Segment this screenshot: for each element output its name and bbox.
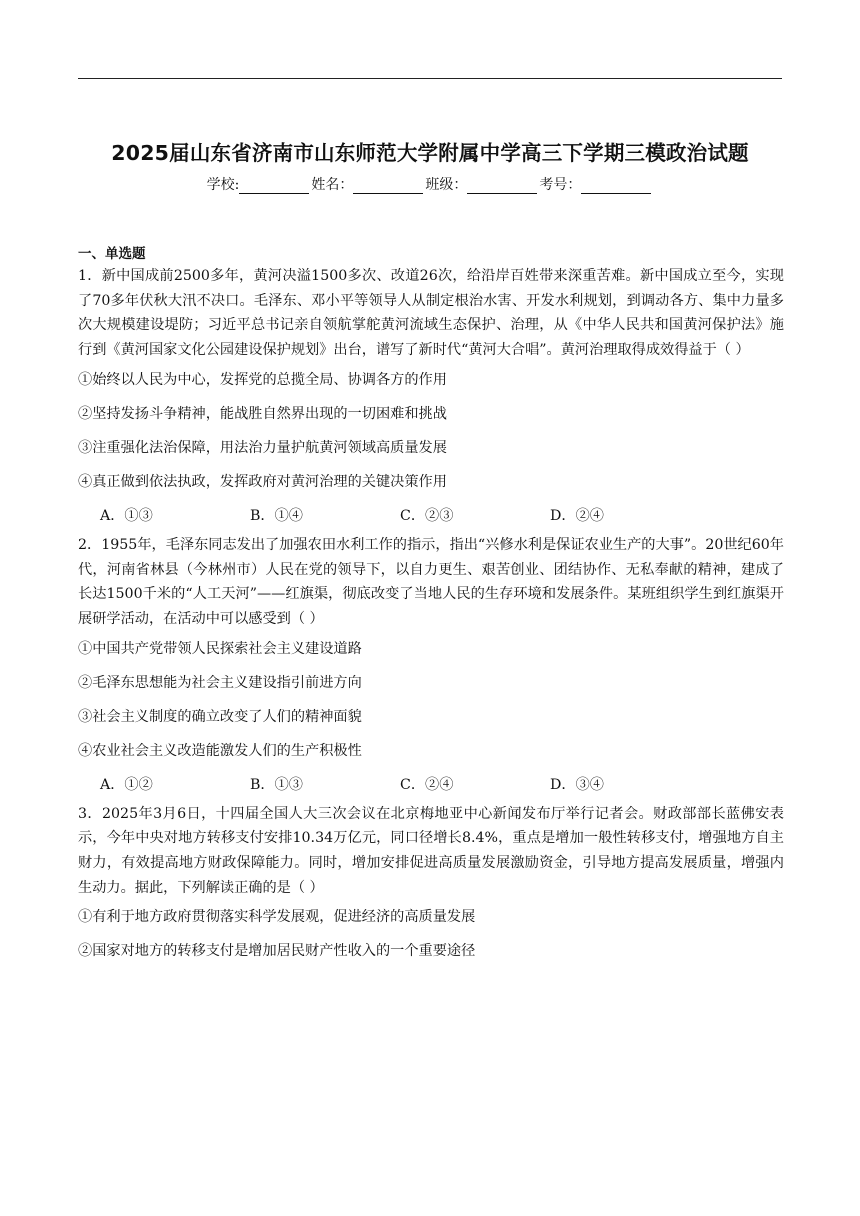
student-info-line: [0, 174, 860, 194]
name-blank[interactable]: [353, 179, 423, 194]
question-2: [78, 533, 784, 802]
statement-option: ④农业社会主义改造能激发人们的生产积极性: [78, 742, 362, 759]
class-field[interactable]: [425, 174, 539, 194]
statement-option: ②国家对地方的转移支付是增加居民财产性收入的一个重要途径: [78, 943, 476, 960]
questions-area: [78, 264, 784, 968]
question-3: [78, 802, 784, 969]
exam-title: 2025届山东省济南市山东师范大学附属中学高三下学期三模政治试题: [111, 141, 749, 165]
statement-option: ②坚持发扬斗争精神，能战胜自然界出现的一切困难和挑战: [78, 405, 447, 422]
choice-a[interactable]: A．①②: [100, 776, 153, 793]
header-rule: [78, 78, 782, 79]
statement-option: ③注重强化法治保障，用法治力量护航黄河领域高质量发展: [78, 439, 447, 456]
answer-choices: [78, 768, 784, 802]
choice-b[interactable]: B．①④: [250, 507, 303, 524]
statement-option: ①中国共产党带领人民探索社会主义建设道路: [78, 640, 362, 657]
exam-number-label: 考号：: [539, 177, 582, 193]
answer-choices: [78, 499, 784, 533]
school-blank[interactable]: [239, 179, 309, 194]
choice-d[interactable]: D．③④: [550, 776, 604, 793]
statement-option: ①始终以人民为中心，发挥党的总揽全局、协调各方的作用: [78, 371, 447, 388]
question-stem: 1．新中国成前2500多年，黄河决溢1500多次、改道26次，给沿岸百姓带来深重苦难。新中国成立至今，实现了70多年伏秋大汛不决口。毛泽东、邓小平等领导人从制定根治水害、开发水利规划，到调动各方、集中力量多次大规模建设堤防；习近平总书记亲自领航掌舵黄河流域生态保护、治理，从《中华人民共和国黄河保护法》施行到《黄河国家文化公园建设保护规划》出台，谱写了新时代“黄河大合唱”。黄河治理取得成效得益于（ ）: [78, 268, 784, 359]
class-blank[interactable]: [467, 179, 537, 194]
statement-option: ②毛泽东思想能为社会主义建设指引前进方向: [78, 674, 362, 691]
statement-option: ①有利于地方政府贯彻落实科学发展观，促进经济的高质量发展: [78, 909, 476, 926]
choice-a[interactable]: A．①③: [100, 507, 153, 524]
statement-option: ④真正做到依法执政，发挥政府对黄河治理的关键决策作用: [78, 473, 447, 490]
school-field[interactable]: [207, 174, 312, 194]
statement-option: ③社会主义制度的确立改变了人们的精神面貌: [78, 708, 362, 725]
question-stem: 2．1955年，毛泽东同志发出了加强农田水利工作的指示，指出“兴修水利是保证农业生产的大事”。20世纪60年代，河南省林县（今林州市）人民在党的领导下，以自力更生、艰苦创业、团结协作、无私奉献的精神，建成了长达1500千米的“人工天河”——红旗渠，彻底改变了当地人民的生存环境和发展条件。某班组织学生到红旗渠开展研学活动，在活动中可以感受到（ ）: [78, 536, 784, 627]
section-title: 一、单选题: [78, 246, 146, 262]
choice-c[interactable]: C．②④: [400, 776, 454, 793]
question-1: [78, 264, 784, 533]
choice-c[interactable]: C．②③: [400, 507, 454, 524]
choice-b[interactable]: B．①③: [250, 776, 303, 793]
choice-d[interactable]: D．②④: [550, 507, 604, 524]
class-label: 班级：: [425, 177, 468, 193]
exam-number-field[interactable]: [539, 174, 653, 194]
school-label: 学校:: [206, 177, 240, 193]
exam-number-blank[interactable]: [581, 179, 651, 194]
name-label: 姓名：: [311, 177, 354, 193]
question-stem: 3．2025年3月6日，十四届全国人大三次会议在北京梅地亚中心新闻发布厅举行记者会。财政部部长蓝佛安表示，今年中央对地方转移支付安排10.34万亿元，同口径增长8.4%，重点是增加一般性转移支付，增强地方自主财力，有效提高地方财政保障能力。同时，增加安排促进高质量发展激励资金，引导地方提高发展质量，增强内生动力。据此，下列解读正确的是（ ）: [78, 805, 784, 896]
name-field[interactable]: [311, 174, 425, 194]
